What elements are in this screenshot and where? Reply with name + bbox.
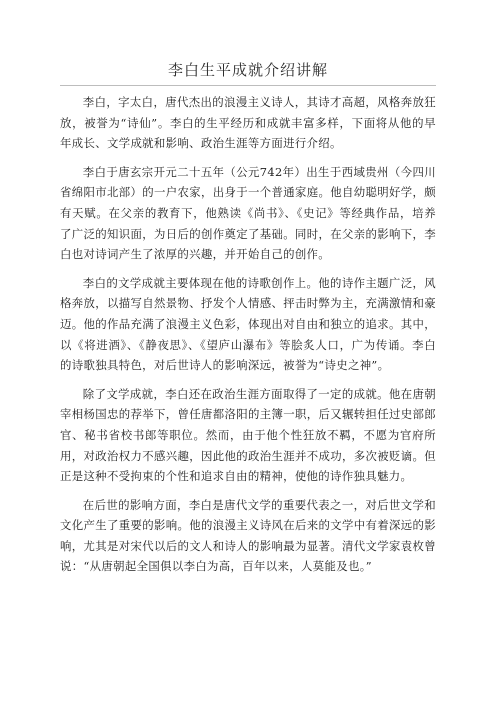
document-body [60,92,436,585]
page-title: 李白生平成就介绍讲解 [167,61,328,79]
paragraph-intro: 李白，字太白，唐代杰出的浪漫主义诗人，其诗才高超，风格奔放狂放，被誉为“诗仙”。李白的生平经历和成就丰富多样，下面将从他的早年成长、文学成就和影响、政治生涯等方面进行介绍。 [60,95,436,151]
paragraph-political-career: 除了文学成就，李白还在政治生涯方面取得了一定的成就。他在唐朝宰相杨国忠的荐举下，曾任唐都洛阳的主簿一职，后又辗转担任过史部郎官、秘书省校书郎等职位。然而，由于他个性狂放不羁，不愿为官府所用，对政治权力不感兴趣，因此他的政治生涯并不成功，多次被贬谪。但正是这种不受拘束的个性和追求自由的精神，使他的诗作独具魅力。 [60,386,436,484]
paragraph-literary-achievement: 李白的文学成就主要体现在他的诗歌创作上。他的诗作主题广泛，风格奔放，以描写自然景物、抒发个人情感、抨击时弊为主，充满激情和豪迈。他的作品充满了浪漫主义色彩，体现出对自由和独立的追求。其中，以《将进酒》、《静夜思》、《望庐山瀑布》等脍炙人口，广为传诵。李白的诗歌独具特色，对后世诗人的影响深远，被誉为“诗史之神”。 [60,275,436,373]
title-block [60,60,436,86]
paragraph-influence: 在后世的影响方面，李白是唐代文学的重要代表之一，对后世文学和文化产生了重要的影响。他的浪漫主义诗风在后来的文学中有着深远的影响，尤其是对宋代以后的文人和诗人的影响最为显著。清代文学家袁枚曾说：“从唐朝起全国俱以李白为高，百年以来，人莫能及也。” [60,497,436,574]
paragraph-early-life: 李白于唐玄宗开元二十五年（公元742年）出生于西域贵州（今四川省绵阳市北部）的一户农家，出身于一个普通家庭。他自幼聪明好学，颇有天赋。在父亲的教育下，他熟读《尚书》、《史记》等经典作品，培养了广泛的知识面，为日后的创作奠定了基础。同时，在父亲的影响下，李白也对诗词产生了浓厚的兴趣，并开始自己的创作。 [60,164,436,262]
title-underline [60,85,436,86]
